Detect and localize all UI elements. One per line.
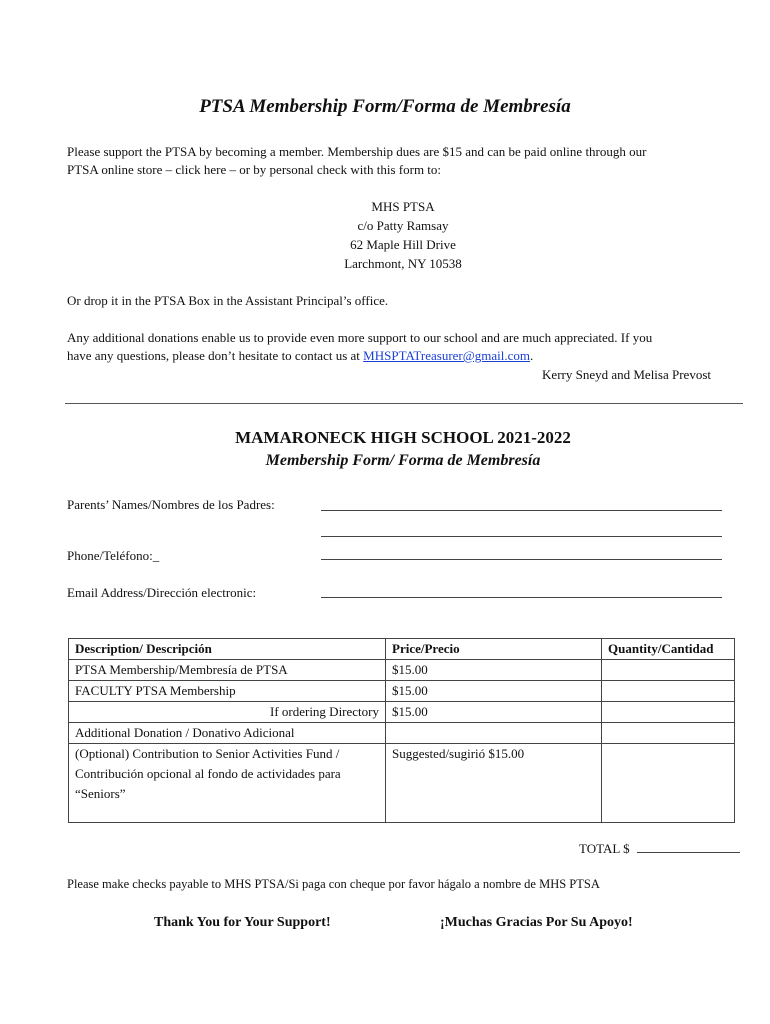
header-description: Description/ Descripción — [69, 639, 386, 660]
donations-line-2 — [67, 346, 533, 365]
donations-line-2-text: have any questions, please don’t hesitate to contact us at — [67, 348, 364, 363]
address-line-1: MHS PTSA — [371, 199, 435, 214]
row-quantity-cell[interactable] — [602, 702, 735, 723]
row-price: $15.00 — [386, 681, 602, 702]
row-description-line: Contribución opcional al fondo de actividades para — [75, 766, 341, 781]
table-row — [69, 744, 735, 823]
row-description: PTSA Membership/Membresía de PTSA — [69, 660, 386, 681]
intro-line-1: Please support the PTSA by becoming a member. Membership dues are $15 and can be paid online through our — [67, 144, 647, 159]
row-price — [386, 723, 602, 744]
fees-table — [68, 638, 735, 823]
thanks-english: Thank You for Your Support! — [154, 915, 331, 930]
row-description: FACULTY PTSA Membership — [69, 681, 386, 702]
row-price: $15.00 — [386, 702, 602, 723]
email-label: Email Address/Dirección electronic: — [67, 585, 257, 600]
address-line-3: 62 Maple Hill Drive — [350, 237, 456, 252]
row-quantity-cell[interactable] — [602, 660, 735, 681]
table-header-row — [69, 639, 735, 660]
row-quantity-cell[interactable] — [602, 744, 735, 823]
form-subheading: Membership Form/ Forma de Membresía — [265, 452, 541, 469]
row-description: Additional Donation / Donativo Adicional — [69, 723, 386, 744]
address-line-2: c/o Patty Ramsay — [357, 218, 449, 233]
row-quantity-cell[interactable] — [602, 681, 735, 702]
table-row — [69, 723, 735, 744]
address-line-4: Larchmont, NY 10538 — [344, 256, 462, 271]
section-divider — [65, 403, 743, 404]
header-quantity: Quantity/Cantidad — [602, 639, 735, 660]
parents-names-field-2[interactable] — [321, 536, 722, 537]
header-price: Price/Precio — [386, 639, 602, 660]
phone-field[interactable] — [321, 559, 722, 560]
signers: Kerry Sneyd and Melisa Prevost — [542, 367, 711, 382]
row-price: $15.00 — [386, 660, 602, 681]
page-title: PTSA Membership Form/Forma de Membresía — [199, 96, 571, 117]
row-description-line: (Optional) Contribution to Senior Activities Fund / — [75, 746, 340, 761]
checks-note: Please make checks payable to MHS PTSA/Si paga con cheque por favor hágalo a nombre de MHS PTSA — [67, 877, 600, 891]
total-label: TOTAL $ — [579, 841, 630, 856]
parents-names-label: Parents’ Names/Nombres de los Padres: — [67, 497, 275, 512]
donations-line-2-end: . — [529, 348, 534, 363]
table-row — [69, 702, 735, 723]
drop-note: Or drop it in the PTSA Box in the Assistant Principal’s office. — [67, 293, 389, 308]
thanks-spanish: ¡Muchas Gracias Por Su Apoyo! — [440, 915, 633, 930]
phone-label: Phone/Teléfono:_ — [67, 548, 160, 563]
school-heading: MAMARONECK HIGH SCHOOL 2021-2022 — [235, 428, 571, 447]
row-price: Suggested/sugirió $15.00 — [386, 744, 602, 823]
email-field[interactable] — [321, 597, 722, 598]
donations-line-1: Any additional donations enable us to provide even more support to our school and are much appreciated. If you — [67, 330, 653, 345]
total-field[interactable] — [637, 852, 740, 853]
intro-line-2: PTSA online store – click here – or by personal check with this form to: — [67, 162, 442, 177]
table-row — [69, 681, 735, 702]
parents-names-field-1[interactable] — [321, 510, 722, 511]
treasurer-email-link[interactable]: MHSPTATreasurer@gmail.com — [363, 348, 530, 363]
row-description-multiline — [69, 744, 386, 823]
row-description: If ordering Directory — [69, 702, 386, 723]
row-description-line: “Seniors” — [75, 786, 126, 801]
table-row — [69, 660, 735, 681]
row-quantity-cell[interactable] — [602, 723, 735, 744]
